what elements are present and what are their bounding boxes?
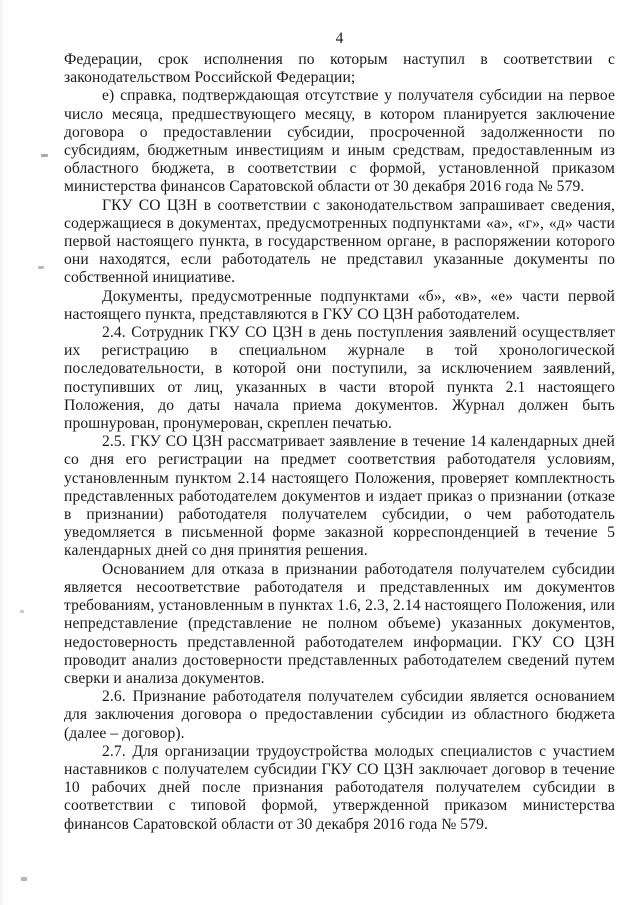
paragraph-continuation: Федерации, срок исполнения по которым наступил в соответствии с законодательством Российской Федерации; bbox=[64, 51, 615, 87]
paragraph-clause-2-7: 2.7. Для организации трудоустройства молодых специалистов с участием наставников с получателем субсидии ГКУ СО ЦЗН заключает договор в течение 10 рабочих дней после признания работодателя получателем субсидии в соответствии с типовой формой, утвержденной приказом министерства финансов Саратовской области от 30 декабря 2016 года № 579. bbox=[64, 742, 615, 833]
scan-left-edge-shading bbox=[0, 0, 4, 905]
scan-artifact-speck bbox=[38, 266, 44, 269]
scan-artifact-speck bbox=[21, 877, 27, 881]
paragraph-documents-submitted-by-employer: Документы, предусмотренные подпунктами «б», «в», «е» части первой настоящего пункта, представляются в ГКУ СО ЦЗН работодателем. bbox=[64, 287, 615, 323]
paragraph-subitem-e: е) справка, подтверждающая отсутствие у получателя субсидии на первое число месяца, предшествующего месяцу, в котором планируется заключение договора о предоставлении субсидии, просроченной задолженности по субсидиям, бюджетным инвестициям и иным средствам, предоставленным из областного бюджета, в соответствии с формой, установленной приказом министерства финансов Саратовской области от 30 декабря 2016 года № 579. bbox=[64, 87, 615, 196]
paragraph-clause-2-5: 2.5. ГКУ СО ЦЗН рассматривает заявление в течение 14 календарных дней со дня его регистрации на предмет соответствия работодателя условиям, установленным пунктом 2.14 настоящего Положения, проверяет комплектность представленных работодателем документов и издает приказ о признании (отказе в признании) работодателя получателем субсидии, о чем работодатель уведомляется в письменной форме заказной корреспонденцией в течение 5 календарных дней со дня принятия решения. bbox=[64, 433, 615, 560]
scan-artifact-speck bbox=[20, 610, 24, 613]
document-body-text bbox=[64, 51, 615, 834]
paragraph-refusal-grounds: Основанием для отказа в признании работодателя получателем субсидии является несоответствие работодателя и представленных им документов требованиям, установленным в пунктах 1.6, 2.3, 2.14 настоящего Положения, или непредставление (представление не полном объеме) указанных документов, недостоверность представленной работодателем информации. ГКУ СО ЦЗН проводит анализ достоверности представленных работодателем сведений путем сверки и анализа документов. bbox=[64, 560, 615, 687]
page-number: 4 bbox=[335, 30, 344, 47]
scan-artifact-speck bbox=[41, 154, 48, 157]
paragraph-clause-2-6: 2.6. Признание работодателя получателем субсидии является основанием для заключения договора о предоставлении субсидии из областного бюджета (далее – договор). bbox=[64, 688, 615, 742]
paragraph-clause-2-4: 2.4. Сотрудник ГКУ СО ЦЗН в день поступления заявлений осуществляет их регистрацию в специальном журнале в той хронологической последовательности, в которой они поступили, за исключением заявлений, поступивших от лиц, указанных в части второй пункта 2.1 настоящего Положения, до даты начала приема документов. Журнал должен быть прошнурован, пронумерован, скреплен печатью. bbox=[64, 324, 615, 433]
paragraph-gku-requests-info: ГКУ СО ЦЗН в соответствии с законодательством запрашивает сведения, содержащиеся в документах, предусмотренных подпунктами «а», «г», «д» части первой настоящего пункта, в государственном органе, в распоряжении которого они находятся, если работодатель не представил указанные документы по собственной инициативе. bbox=[64, 196, 615, 287]
